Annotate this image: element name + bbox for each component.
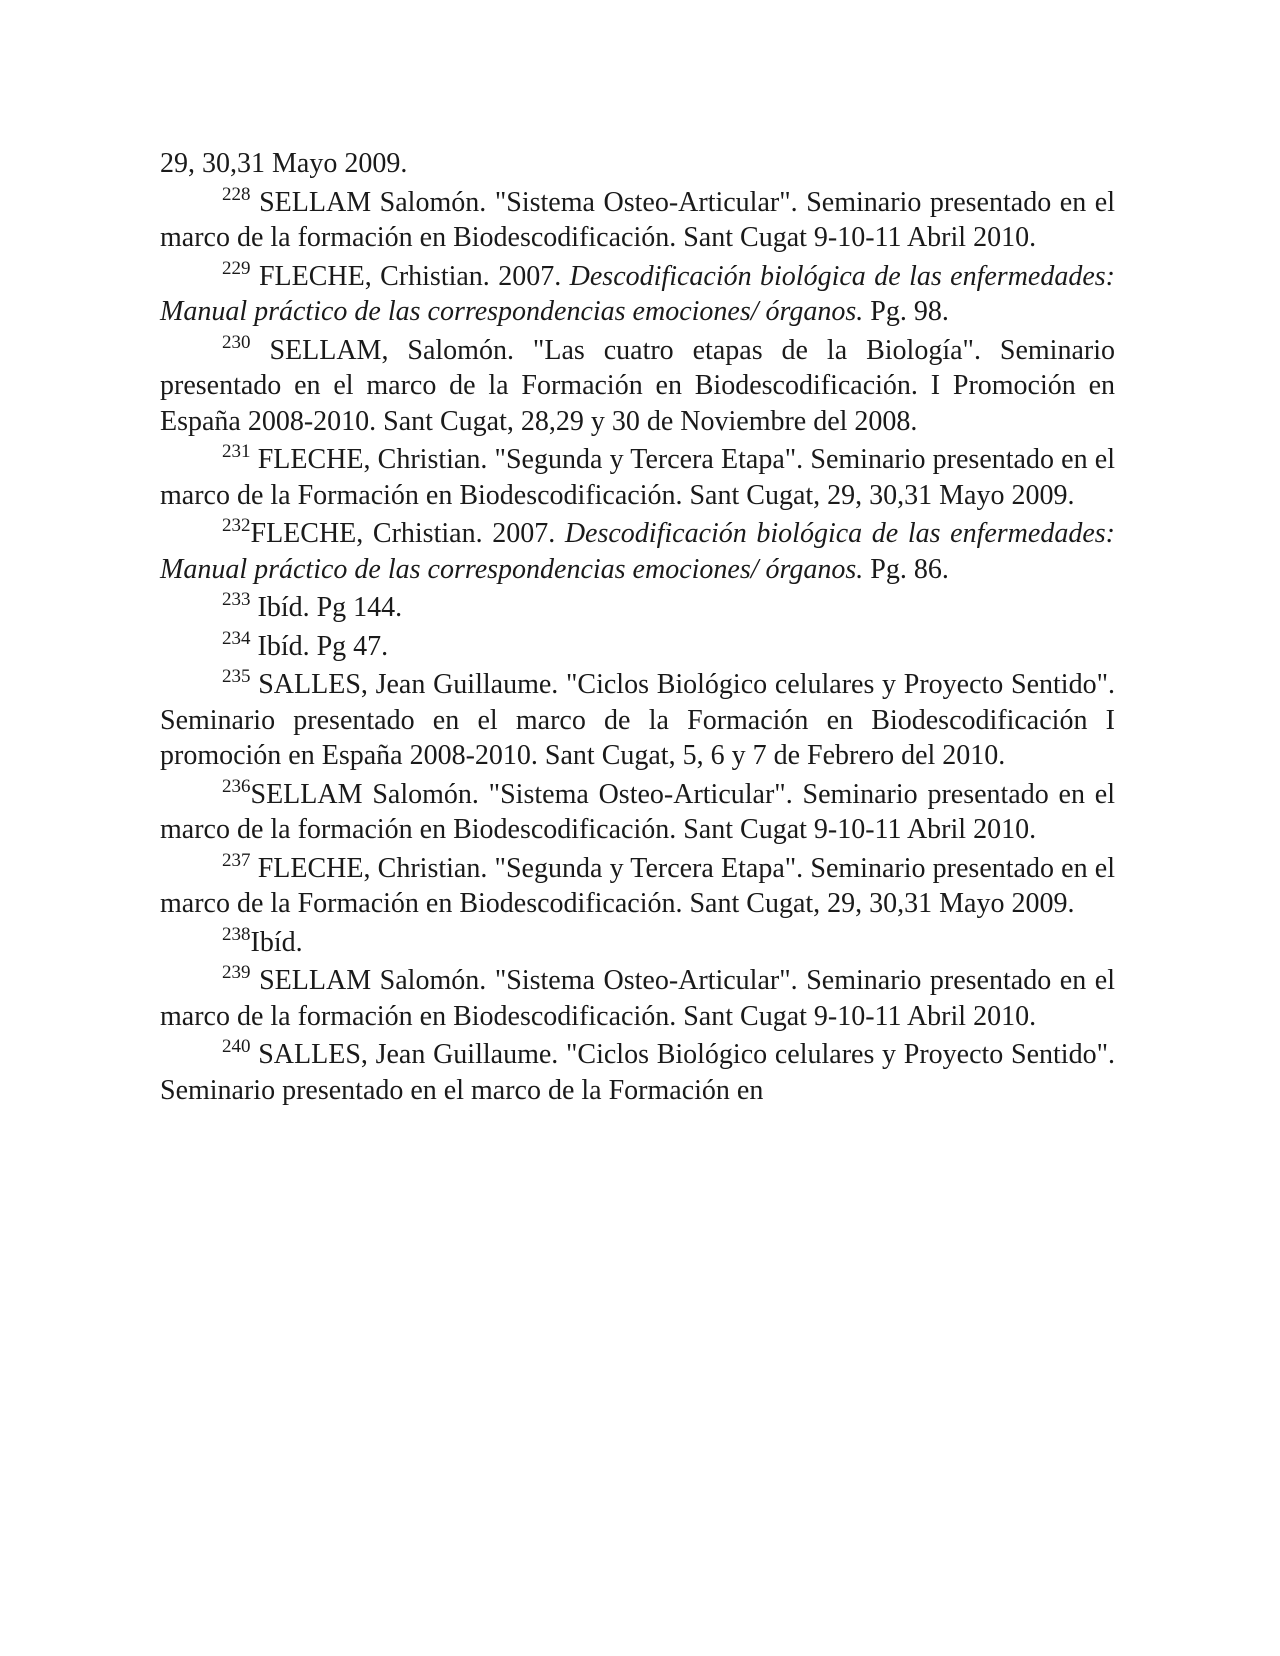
footnote-229 bbox=[160, 259, 1115, 330]
footnote-number: 231 bbox=[222, 441, 251, 462]
footnote-233 bbox=[160, 590, 1115, 626]
footnotes-block bbox=[160, 146, 1115, 1111]
footnote-text: SELLAM Salomón. "Sistema Osteo-Articular". Seminario presentado en el marco de la formación en Biodescodificación. Sant Cugat 9-10-11 Abril 2010. bbox=[160, 186, 1115, 253]
footnote-239 bbox=[160, 963, 1115, 1034]
footnote-240 bbox=[160, 1037, 1115, 1108]
footnote-231 bbox=[160, 442, 1115, 513]
footnote-number: 235 bbox=[222, 666, 251, 687]
footnote-number: 239 bbox=[222, 962, 251, 983]
footnote-text: 29, 30,31 Mayo 2009. bbox=[160, 148, 408, 179]
footnote-235 bbox=[160, 667, 1115, 774]
footnote-number: 233 bbox=[222, 589, 251, 610]
footnote-text: Ibíd. bbox=[250, 926, 303, 958]
footnote-text: FLECHE, Christian. "Segunda y Tercera Etapa". Seminario presentado en el marco de la Formación en Biodescodificación. Sant Cugat, 29, 30,31 Mayo 2009. bbox=[160, 852, 1115, 919]
footnote-number: 229 bbox=[222, 257, 251, 279]
footnote-238 bbox=[160, 925, 1115, 961]
footnote-234 bbox=[160, 629, 1115, 665]
footnote-book-title: Descodificación biológica de las enfermedades: Manual práctico de las correspondencias emociones/ órganos. bbox=[160, 518, 1115, 585]
footnote-236 bbox=[160, 777, 1115, 848]
footnote-text: SELLAM Salomón. "Sistema Osteo-Articular". Seminario presentado en el marco de la formación en Biodescodificación. Sant Cugat 9-10-11 Abril 2010. bbox=[160, 965, 1115, 1032]
footnote-text: SALLES, Jean Guillaume. "Ciclos Biológico celulares y Proyecto Sentido". Seminario presentado en el marco de la Formación en Biodescodificación I promoción en España 2008-2010. Sant Cugat, 5, 6 y 7 de Febrero del 2010. bbox=[160, 669, 1116, 771]
footnote-232 bbox=[160, 516, 1115, 587]
footnote-book-title: Descodificación biológica de las enfermedades: Manual práctico de las correspondencias emociones/ órganos. bbox=[160, 260, 1115, 327]
footnote-text: Ibíd. Pg 144. bbox=[257, 592, 403, 623]
footnote-text: SALLES, Jean Guillaume. "Ciclos Biológico celulares y Proyecto Sentido". Seminario presentado en el marco de la Formación en bbox=[160, 1039, 1116, 1106]
footnote-number: 228 bbox=[222, 183, 251, 205]
footnote-number: 237 bbox=[222, 849, 251, 871]
footnote-page-ref: Pg. 86. bbox=[863, 553, 949, 585]
footnote-237 bbox=[160, 851, 1115, 922]
footnote-number: 232 bbox=[222, 515, 251, 536]
footnote-text: FLECHE, Crhistian. 2007. bbox=[258, 260, 570, 292]
footnote-text: SELLAM Salomón. "Sistema Osteo-Articular". Seminario presentado en el marco de la formación en Biodescodificación. Sant Cugat 9-10-11 Abril 2010. bbox=[160, 778, 1115, 845]
footnote-number: 236 bbox=[222, 775, 251, 797]
footnote-text: Ibíd. Pg 47. bbox=[257, 630, 389, 662]
footnote-text: FLECHE, Crhistian. 2007. bbox=[250, 518, 565, 549]
footnote-228 bbox=[160, 185, 1115, 256]
footnote-number: 234 bbox=[222, 627, 251, 649]
footnote-number: 240 bbox=[222, 1036, 251, 1057]
footnote-number: 230 bbox=[222, 331, 251, 353]
footnote-text: FLECHE, Christian. "Segunda y Tercera Etapa". Seminario presentado en el marco de la Formación en Biodescodificación. Sant Cugat, 29, 30,31 Mayo 2009. bbox=[160, 444, 1115, 511]
footnote-number: 238 bbox=[222, 923, 251, 945]
footnote-continuation bbox=[160, 146, 1115, 182]
footnote-text: SELLAM, Salomón. "Las cuatro etapas de la Biología". Seminario presentado en el marco de la Formación en Biodescodificación. I Promoción en España 2008-2010. Sant Cugat, 28,29 y 30 de Noviembre del 2008. bbox=[160, 334, 1115, 437]
footnote-230 bbox=[160, 333, 1115, 440]
footnote-page-ref: Pg. 98. bbox=[863, 296, 949, 327]
